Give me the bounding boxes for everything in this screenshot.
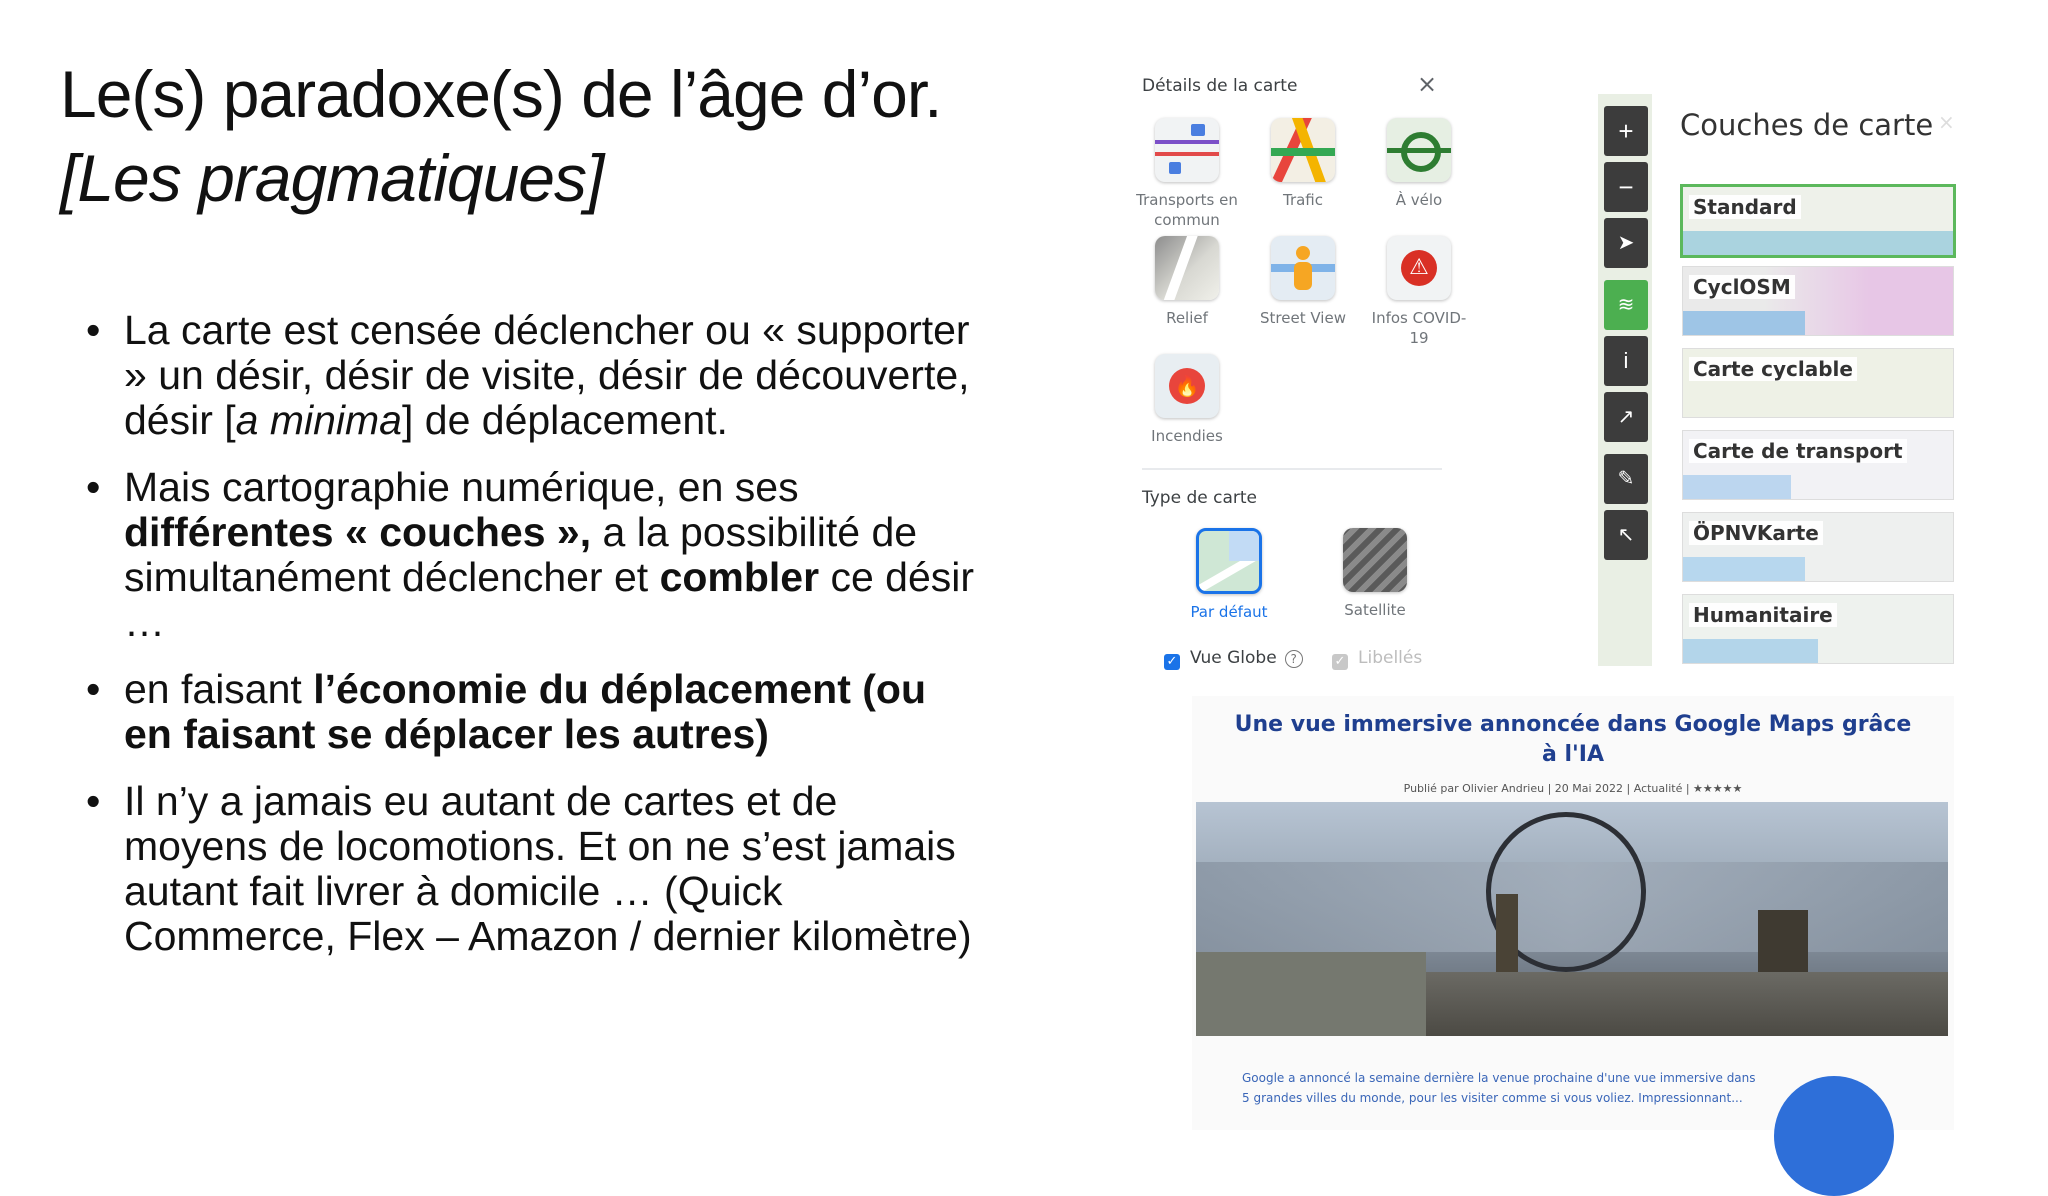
zoom-out-icon[interactable]: − (1604, 162, 1648, 212)
layer-carte-cyclable[interactable]: Carte cyclable (1682, 348, 1954, 418)
warning-icon: ⚠ (1387, 236, 1451, 300)
type-default[interactable]: Par défaut (1174, 528, 1284, 622)
layers-icon[interactable]: ≋ (1604, 280, 1648, 330)
globe-checkbox[interactable]: ✓ Vue Globe ? (1164, 648, 1303, 670)
checkbox-checked-icon: ✓ (1164, 654, 1180, 670)
query-icon[interactable]: ↖ (1604, 510, 1648, 560)
divider (1142, 468, 1442, 470)
close-icon[interactable]: × (1417, 70, 1438, 98)
fire-icon: 🔥 (1155, 354, 1219, 418)
note-icon[interactable]: ✎ (1604, 454, 1648, 504)
layers-title: Couches de carte (1680, 108, 1934, 142)
info-icon[interactable]: i (1604, 336, 1648, 386)
type-satellite[interactable]: Satellite (1320, 528, 1430, 620)
article-title[interactable]: Une vue immersive annoncée dans Google Maps grâce à l'IA (1234, 712, 1912, 767)
london-aerial-photo (1196, 802, 1948, 1036)
layer-opnvkarte[interactable]: ÖPNVKarte (1682, 512, 1954, 582)
map-details-header: Détails de la carte (1142, 76, 1298, 96)
bullet-3: • en faisant l’économie du déplacement (ou en faisant se déplacer les autres) (86, 666, 927, 757)
zoom-in-icon[interactable]: + (1604, 106, 1648, 156)
layer-humanitaire[interactable]: Humanitaire (1682, 594, 1954, 664)
video-thumbnail-circle (1774, 1076, 1894, 1196)
slide-title (60, 52, 1020, 220)
tile-traffic[interactable]: Trafic (1248, 118, 1358, 210)
close-icon[interactable]: × (1938, 110, 1955, 134)
tile-street-view[interactable]: Street View (1248, 236, 1358, 328)
tile-fires[interactable]: 🔥 Incendies (1132, 354, 1242, 446)
article-meta: Publié par Olivier Andrieu | 20 Mai 2022 | Actualité | ★★★★★ (1403, 782, 1743, 795)
layer-cyclosm[interactable]: CyclOSM (1682, 266, 1954, 336)
share-icon[interactable]: ↗ (1604, 392, 1648, 442)
relief-icon (1155, 236, 1219, 300)
article-card (1192, 696, 1954, 1130)
title-subtitle: [Les pragmatiques] (60, 141, 604, 215)
map-details-panel (1132, 68, 1468, 678)
article-body: Google a annoncé la semaine dernière la venue prochaine d'une vue immersive dans 5 grandes villes du monde, pour les visiter comme si vous voliez. Impressionnant... (1242, 1071, 1756, 1105)
tile-bike[interactable]: À vélo (1364, 118, 1474, 210)
bullet-1: • La carte est censée déclencher ou « supporter » un désir, désir de visite, désir de découverte, désir [a minima] de déplacement. (86, 307, 970, 443)
traffic-icon (1271, 118, 1335, 182)
tile-relief[interactable]: Relief (1132, 236, 1242, 328)
street-view-icon (1271, 236, 1335, 300)
transit-icon (1155, 118, 1219, 182)
checkbox-disabled-icon: ✓ (1332, 654, 1348, 670)
help-icon[interactable]: ? (1285, 650, 1303, 668)
tile-transit[interactable]: Transports en commun (1132, 118, 1242, 230)
layer-standard[interactable]: Standard (1680, 184, 1956, 258)
satellite-icon (1343, 528, 1407, 592)
title-main: Le(s) paradoxe(s) de l’âge d’or. (60, 57, 942, 131)
default-map-icon (1196, 528, 1262, 594)
bullet-4: • Il n’y a jamais eu autant de cartes et de moyens de locomotions. Et on ne s’est jamais autant fait livrer à domicile … (Quick Commerce, Flex – Amazon / dernier kilomètre) (86, 778, 972, 959)
tile-covid[interactable]: ⚠ Infos COVID-19 (1364, 236, 1474, 348)
locate-icon[interactable]: ➤ (1604, 218, 1648, 268)
bike-icon (1387, 118, 1451, 182)
layer-carte-transport[interactable]: Carte de transport (1682, 430, 1954, 500)
map-type-header: Type de carte (1142, 488, 1257, 508)
labels-checkbox[interactable]: ✓ Libellés (1332, 648, 1422, 670)
bullet-list (82, 308, 982, 981)
map-toolbar (1598, 94, 1652, 666)
bullet-2: • Mais cartographie numérique, en ses différentes « couches », a la possibilité de simultanément déclencher et combler ce désir … (86, 464, 975, 645)
layers-panel (1672, 100, 1962, 670)
